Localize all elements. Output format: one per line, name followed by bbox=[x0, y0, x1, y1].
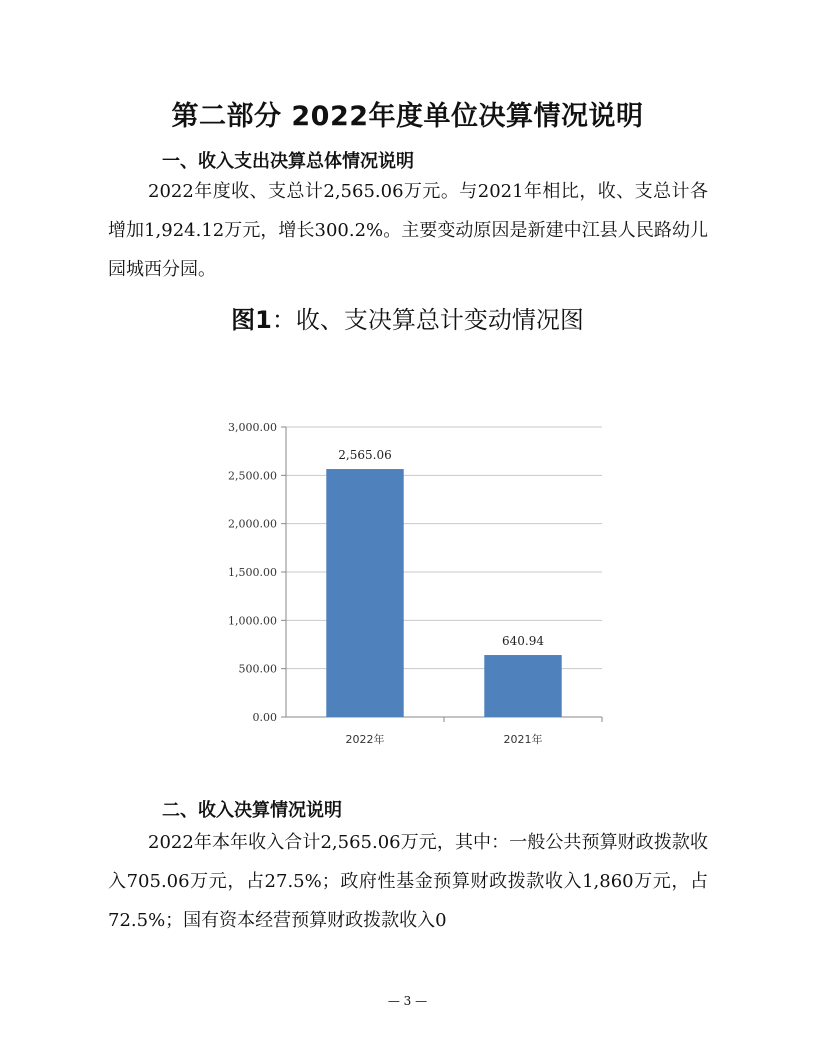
y-tick-label: 3,000.00 bbox=[228, 421, 277, 434]
section-1-text: 2022年度收、支总计2,565.06万元。与2021年相比，收、支总计各增加1,924.12万元，增长300.2%。主要变动原因是新建中江县人民路幼儿园城西分园。 bbox=[108, 181, 708, 280]
bar-value-label: 640.94 bbox=[502, 634, 544, 649]
section-2-paragraph bbox=[108, 823, 708, 940]
bar-value-label: 2,565.06 bbox=[338, 448, 392, 463]
x-tick-label: 2022年 bbox=[345, 733, 385, 746]
y-tick-label: 0.00 bbox=[252, 711, 277, 724]
y-tick-label: 1,500.00 bbox=[228, 566, 277, 579]
y-tick-label: 2,500.00 bbox=[228, 469, 277, 483]
page-title: 第二部分 2022年度单位决算情况说明 bbox=[171, 101, 644, 132]
x-tick-label: 2021年 bbox=[503, 733, 543, 746]
bar bbox=[484, 655, 561, 717]
y-tick-label: 2,000.00 bbox=[228, 517, 277, 531]
bar bbox=[326, 469, 403, 717]
y-tick-label: 1,000.00 bbox=[228, 614, 277, 628]
page-number: — 3 — bbox=[387, 994, 428, 1008]
section-heading-1: 一、收入支出决算总体情况说明 bbox=[162, 151, 414, 172]
figure-caption: ：收、支决算总计变动情况图 bbox=[271, 306, 584, 334]
section-1-paragraph bbox=[108, 172, 708, 289]
section-heading-2: 二、收入决算情况说明 bbox=[162, 800, 342, 821]
section-2-text: 2022年本年收入合计2,565.06万元，其中：一般公共预算财政拨款收入705.06万元，占27.5%；政府性基金预算财政拨款收入1,860万元，占72.5%；国有资本经营预算财政拨款收入0 bbox=[108, 832, 708, 931]
figure-label: 图1 bbox=[231, 306, 272, 334]
bar-chart bbox=[200, 405, 620, 755]
figure-title bbox=[0, 300, 815, 335]
y-tick-label: 500.00 bbox=[238, 662, 277, 676]
